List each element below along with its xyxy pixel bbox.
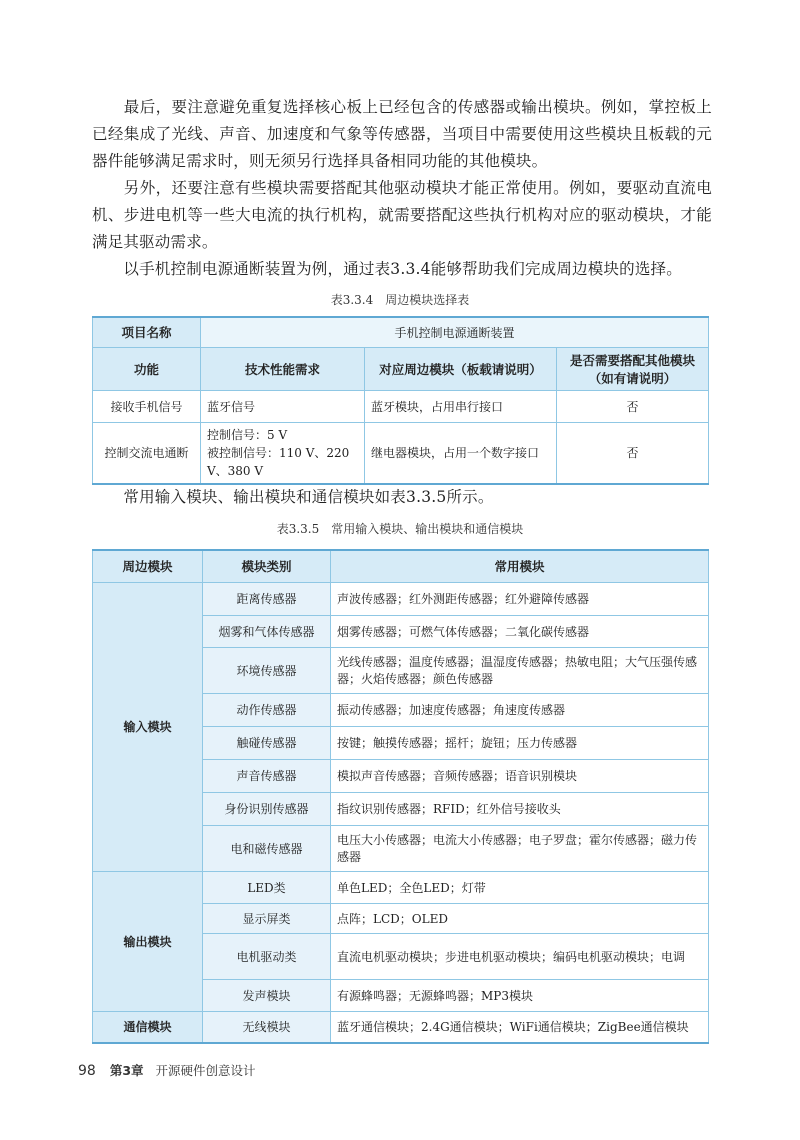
modules-cell: 烟雾传感器；可燃气体传感器；二氧化碳传感器	[331, 615, 709, 647]
group-communication-modules: 通信模块	[93, 1011, 203, 1043]
column-header: 功能	[93, 347, 201, 390]
column-header: 对应周边模块（板载请说明）	[365, 347, 557, 390]
group-output-modules: 输出模块	[93, 871, 203, 1011]
table1-caption: 表3.3.4 周边模块选择表	[330, 293, 470, 307]
module-cell: 蓝牙模块，占用串行接口	[365, 390, 557, 422]
function-cell: 控制交流电通断	[93, 422, 201, 484]
table-row	[93, 1011, 709, 1043]
modules-cell: 按键；触摸传感器；摇杆；旋钮；压力传感器	[331, 726, 709, 759]
modules-cell: 电压大小传感器；电流大小传感器；电子罗盘；霍尔传感器；磁力传感器	[331, 825, 709, 871]
column-header: 是否需要搭配其他模块（如有请说明）	[557, 347, 709, 390]
page-number: 98	[78, 1063, 96, 1079]
category-cell: 身份识别传感器	[203, 792, 331, 825]
modules-cell: 声波传感器；红外测距传感器；红外避障传感器	[331, 582, 709, 615]
requirement-cell: 控制信号：5 V 被控制信号：110 V、220 V、380 V	[201, 422, 365, 484]
category-cell: 显示屏类	[203, 903, 331, 933]
paragraph-avoid-duplicate: 最后，要注意避免重复选择核心板上已经包含的传感器或输出模块。例如，掌控板上已经集成了光线、声音、加速度和气象等传感器，当项目中需要使用这些模块且板载的元器件能够满足需求时，则无须另行选择具备相同功能的其他模块。	[92, 98, 712, 170]
table2-caption: 表3.3.5 常用输入模块、输出模块和通信模块	[276, 522, 524, 536]
category-cell: 电机驱动类	[203, 933, 331, 979]
column-header: 周边模块	[93, 550, 203, 582]
category-cell: 声音传感器	[203, 759, 331, 792]
category-cell: 发声模块	[203, 979, 331, 1011]
project-name-label: 项目名称	[93, 317, 201, 347]
chapter-title: 开源硬件创意设计	[155, 1063, 256, 1078]
category-cell: 电和磁传感器	[203, 825, 331, 871]
category-cell: 环境传感器	[203, 647, 331, 693]
modules-cell: 光线传感器；温度传感器；温湿度传感器；热敏电阻；大气压强传感器；火焰传感器；颜色传感器	[331, 647, 709, 693]
page-footer	[78, 1061, 256, 1079]
table-row	[93, 582, 709, 615]
common-modules-table	[92, 549, 709, 1044]
column-header: 模块类别	[203, 550, 331, 582]
modules-cell: 振动传感器；加速度传感器；角速度传感器	[331, 693, 709, 726]
modules-cell: 指纹识别传感器；RFID；红外信号接收头	[331, 792, 709, 825]
module-cell: 继电器模块，占用一个数字接口	[365, 422, 557, 484]
extra-cell: 否	[557, 390, 709, 422]
table-row	[93, 390, 709, 422]
requirement-cell: 蓝牙信号	[201, 390, 365, 422]
table-row	[93, 422, 709, 484]
column-header: 常用模块	[331, 550, 709, 582]
category-cell: 距离传感器	[203, 582, 331, 615]
category-cell: LED类	[203, 871, 331, 903]
modules-cell: 模拟声音传感器；音频传感器；语音识别模块	[331, 759, 709, 792]
modules-cell: 单色LED；全色LED；灯带	[331, 871, 709, 903]
function-cell: 接收手机信号	[93, 390, 201, 422]
category-cell: 触碰传感器	[203, 726, 331, 759]
modules-cell: 点阵；LCD；OLED	[331, 903, 709, 933]
column-header: 技术性能需求	[201, 347, 365, 390]
category-cell: 无线模块	[203, 1011, 331, 1043]
chapter-label: 第3章	[109, 1063, 144, 1078]
modules-cell: 蓝牙通信模块；2.4G通信模块；WiFi通信模块；ZigBee通信模块	[331, 1011, 709, 1043]
extra-cell: 否	[557, 422, 709, 484]
modules-cell: 有源蜂鸣器；无源蜂鸣器；MP3模块	[331, 979, 709, 1011]
paragraph-table-intro: 常用输入模块、输出模块和通信模块如表3.3.5所示。	[92, 488, 494, 506]
modules-cell: 直流电机驱动模块；步进电机驱动模块；编码电机驱动模块；电调	[331, 933, 709, 979]
table-row	[93, 871, 709, 903]
module-selection-table	[92, 316, 709, 485]
paragraph-example-intro: 以手机控制电源通断装置为例，通过表3.3.4能够帮助我们完成周边模块的选择。	[92, 260, 682, 278]
category-cell: 烟雾和气体传感器	[203, 615, 331, 647]
project-name-value: 手机控制电源通断装置	[201, 317, 709, 347]
category-cell: 动作传感器	[203, 693, 331, 726]
group-input-modules: 输入模块	[93, 582, 203, 871]
paragraph-driver-modules: 另外，还要注意有些模块需要搭配其他驱动模块才能正常使用。例如，要驱动直流电机、步进电机等一些大电流的执行机构，就需要搭配这些执行机构对应的驱动模块，才能满足其驱动需求。	[92, 179, 712, 251]
